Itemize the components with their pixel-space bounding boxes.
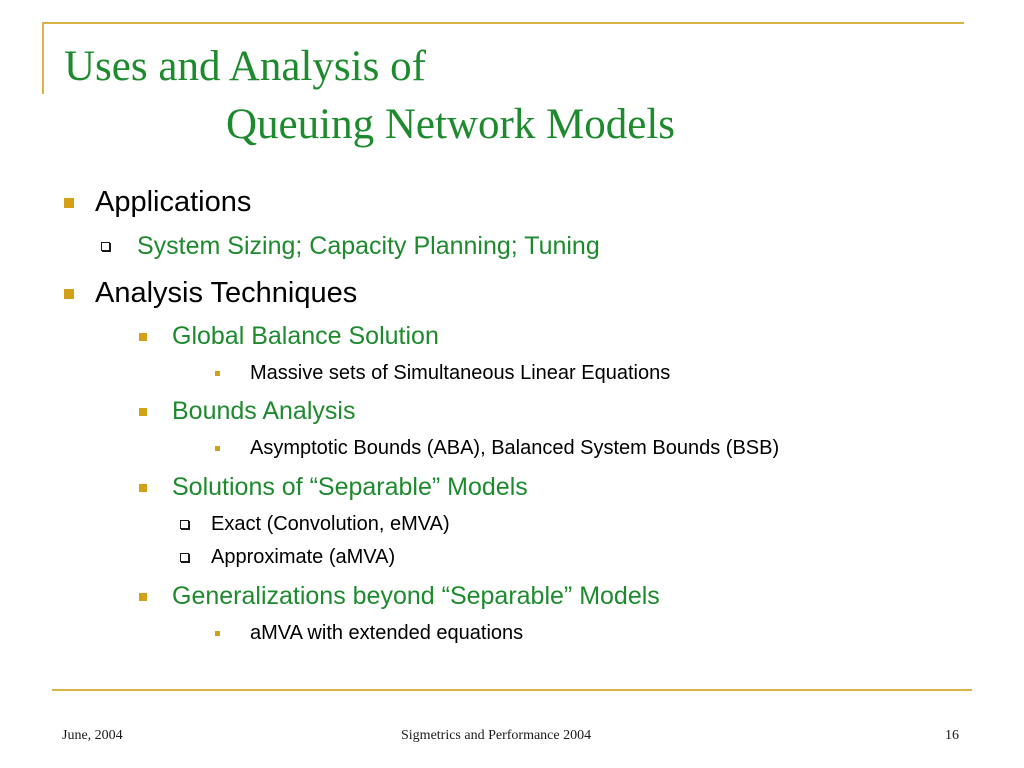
bullet-global-balance-detail: [215, 362, 670, 385]
footer-page-number: 16: [945, 728, 959, 743]
bullet-analysis-techniques: [64, 277, 357, 310]
square-bullet-icon: [139, 484, 147, 492]
square-bullet-icon: [139, 333, 147, 341]
footer-date: June, 2004: [62, 728, 123, 743]
title-line-1: Uses and Analysis of: [64, 43, 426, 90]
bullet-separable-approximate: [180, 546, 395, 569]
generalizations-detail-text: aMVA with extended equations: [250, 622, 524, 644]
footer-venue: Sigmetrics and Performance 2004: [401, 728, 592, 743]
small-square-bullet-icon: [215, 371, 220, 376]
bullet-applications-detail: [101, 232, 600, 261]
bullet-analysis-label: Analysis Techniques: [95, 277, 358, 309]
hollow-box-bullet-icon: [180, 520, 189, 529]
global-balance-label: Global Balance Solution: [172, 322, 439, 350]
title-line-2: Queuing Network Models: [226, 101, 676, 148]
applications-detail-text: System Sizing; Capacity Planning; Tuning: [137, 232, 600, 260]
square-bullet-icon: [64, 289, 74, 299]
bullet-separable-exact: [180, 513, 450, 536]
square-bullet-icon: [139, 593, 147, 601]
bullet-applications-label: Applications: [95, 186, 252, 218]
bounds-detail-text: Asymptotic Bounds (ABA), Balanced System Bounds (BSB): [250, 437, 780, 459]
global-balance-detail-text: Massive sets of Simultaneous Linear Equations: [250, 362, 671, 384]
bounds-analysis-label: Bounds Analysis: [172, 397, 356, 425]
separable-approximate-text: Approximate (aMVA): [211, 546, 396, 568]
hollow-box-bullet-icon: [180, 553, 189, 562]
hollow-box-bullet-icon: [101, 242, 110, 251]
bullet-generalizations-detail: [215, 622, 523, 645]
bullet-separable-models: [139, 473, 528, 502]
separable-exact-text: Exact (Convolution, eMVA): [211, 513, 450, 535]
bullet-bounds-analysis: [139, 397, 355, 426]
bullet-generalizations: [139, 582, 660, 611]
top-border-line: [42, 22, 964, 24]
small-square-bullet-icon: [215, 446, 220, 451]
bullet-global-balance: [139, 322, 439, 351]
bullet-bounds-detail: [215, 437, 779, 460]
square-bullet-icon: [139, 408, 147, 416]
bullet-applications: [64, 186, 251, 219]
separable-models-label: Solutions of “Separable” Models: [172, 473, 528, 501]
left-border-line: [42, 22, 44, 94]
small-square-bullet-icon: [215, 631, 220, 636]
slide-title: [64, 38, 675, 154]
generalizations-label: Generalizations beyond “Separable” Models: [172, 582, 660, 610]
footer-divider: [52, 689, 972, 691]
square-bullet-icon: [64, 198, 74, 208]
